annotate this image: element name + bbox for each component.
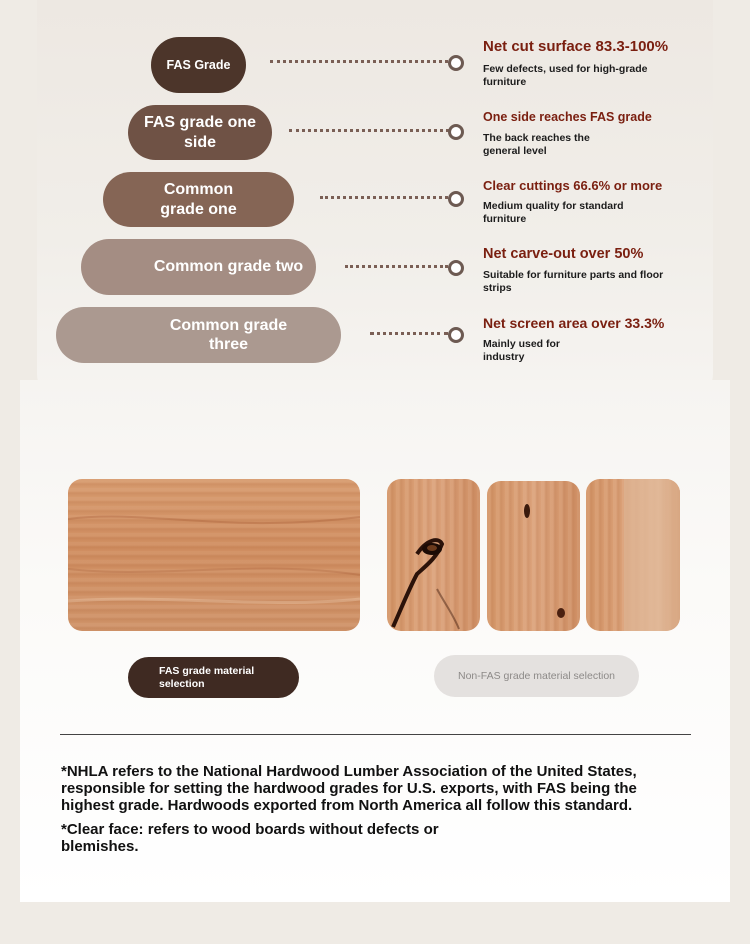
grade-pill-label: Common grade one <box>160 181 237 218</box>
connector-dots <box>320 196 448 199</box>
connector-ring-icon <box>448 327 464 343</box>
grade-title: Net carve-out over 50% <box>483 246 644 262</box>
grade-pill-fas <box>151 37 246 93</box>
bottom-margin <box>0 902 750 944</box>
non-fas-board-knot-image <box>387 479 480 631</box>
connector-ring-icon <box>448 55 464 71</box>
grade-title: Net cut surface 83.3-100% <box>483 38 669 55</box>
grade-pill-label: FAS Grade <box>166 57 231 72</box>
connector-dots <box>289 129 449 132</box>
grade-description: Medium quality for standard furniture <box>483 200 624 226</box>
grade-description: The back reaches the general level <box>483 132 590 158</box>
grade-title: One side reaches FAS grade <box>483 110 652 124</box>
non-fas-board-color-variation-image <box>586 479 680 631</box>
fas-material-label-text: FAS grade material selection <box>159 664 255 690</box>
grade-pill-common-two <box>81 239 316 295</box>
connector-ring-icon <box>448 260 464 276</box>
grade-title: Clear cuttings 66.6% or more <box>483 178 663 193</box>
connector-dots <box>370 332 448 335</box>
grade-title: Net screen area over 33.3% <box>483 315 665 331</box>
fas-wood-board-image <box>68 479 360 631</box>
clear-face-footnote: *Clear face: refers to wood boards without defects or blemishes. <box>61 821 439 855</box>
connector-dots <box>270 60 448 63</box>
grade-description: Suitable for furniture parts and floor strips <box>483 269 664 295</box>
grade-description: Mainly used for industry <box>483 338 561 364</box>
nhla-footnote: *NHLA refers to the National Hardwood Lumber Association of the United States, responsible for setting the hardwood grades for U.S. exports, with FAS being the highest grade. Hardwoods exported from North America all follow this standard. <box>61 763 637 814</box>
connector-ring-icon <box>448 191 464 207</box>
non-fas-material-label-text: Non-FAS grade material selection <box>458 669 615 682</box>
section-divider <box>60 734 691 735</box>
grade-description: Few defects, used for high-grade furniture <box>483 63 648 89</box>
grade-pill-fas-one-side <box>128 105 272 160</box>
grade-pill-label: FAS grade one side <box>143 114 257 151</box>
non-fas-material-label <box>434 655 639 697</box>
grade-pill-common-one <box>103 172 294 227</box>
grade-pill-label: Common grade three <box>169 316 288 353</box>
connector-dots <box>345 265 448 268</box>
grade-pill-label: Common grade two <box>153 258 304 276</box>
connector-ring-icon <box>448 124 464 140</box>
grade-pill-common-three <box>56 307 341 363</box>
fas-material-label <box>128 657 299 698</box>
non-fas-board-spots-image <box>487 481 580 631</box>
